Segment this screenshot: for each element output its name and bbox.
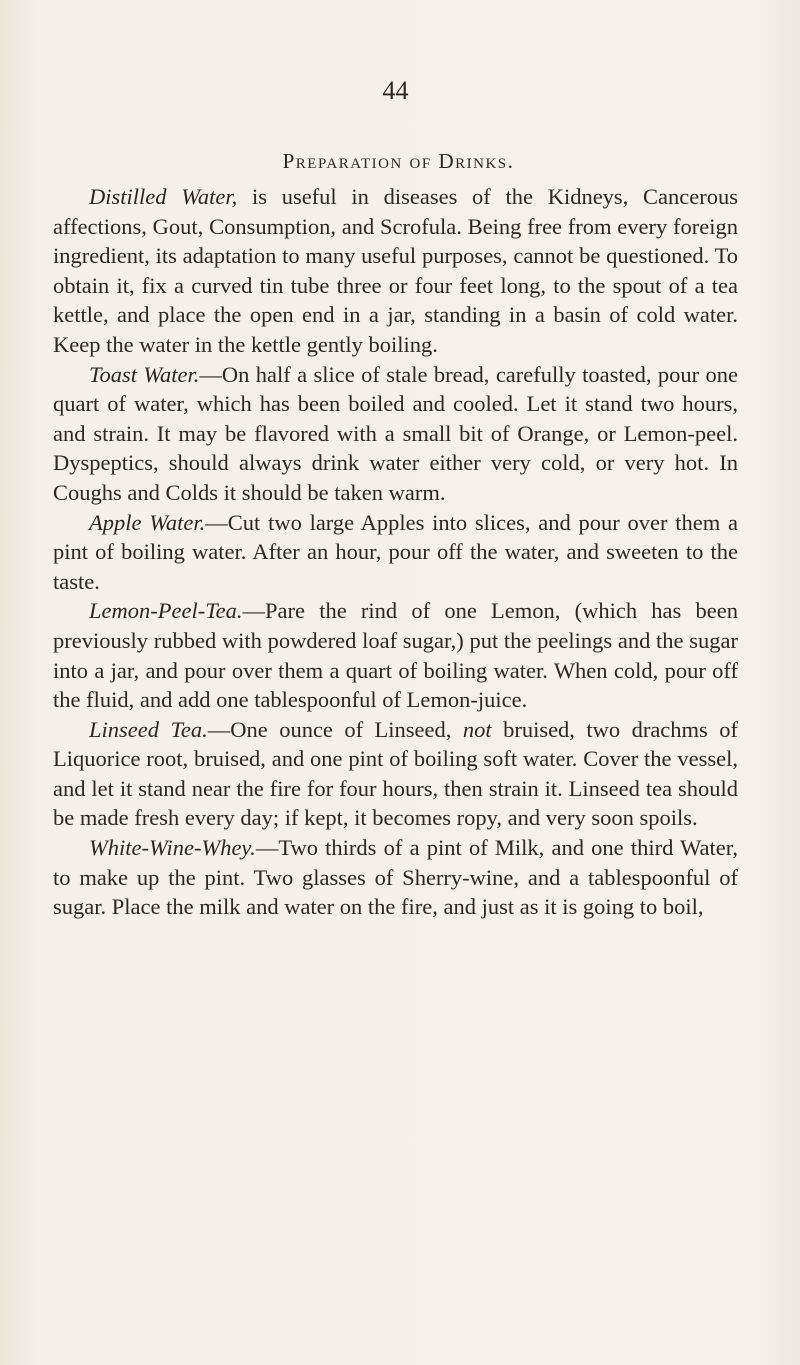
entry-text: —Two thirds of a pint of Milk, and one third Water, to make up the pint. Two glasses of Sherry-wine, and a tablespoonful of sugar. Place the milk and water on the fire, and just as it is going to boil, [53, 835, 738, 920]
emphasis-text: not [462, 716, 492, 742]
entry-title: Lemon-Peel-Tea. [89, 598, 243, 624]
body-text [53, 182, 738, 922]
paragraph-apple-water [53, 508, 738, 597]
paragraph-toast-water [53, 360, 738, 508]
entry-text: —Pare the rind of one Lemon, (which has been previously rubbed with powdered loaf sugar,) put the peelings and the sugar into a jar, and pour over them a quart of boiling water. When cold, pour off the fluid, and add one tablespoonful of Lemon-juice. [53, 598, 738, 713]
paragraph-linseed-tea [53, 715, 738, 833]
entry-text: —On half a slice of stale bread, carefully toasted, pour one quart of water, which has been boiled and cooled. Let it stand two hours, and strain. It may be flavored with a small bit of Orange, or Lemon-peel. Dyspeptics, should always drink water either very cold, or very hot. In Coughs and Colds it should be taken warm. [53, 361, 738, 505]
paragraph-distilled-water [53, 182, 738, 360]
entry-text: is useful in diseases of the Kidneys, Cancerous affections, Gout, Consumption, and Scrofula. Being free from every foreign ingredient, its adaptation to many useful purposes, cannot be questioned. To obtain it, fix a curved tin tube three or four feet long, to the spout of a tea kettle, and place the open end in a jar, standing in a basin of cold water. Keep the water in the kettle gently boiling. [53, 184, 738, 357]
entry-title: White-Wine-Whey. [89, 835, 256, 861]
entry-title: Linseed Tea. [89, 716, 208, 742]
paragraph-white-wine-whey [53, 833, 738, 922]
paragraph-lemon-peel-tea [53, 596, 738, 714]
entry-title: Toast Water. [89, 361, 200, 387]
entry-text: bruised, two drachms of Liquorice root, bruised, and one pint of boiling soft water. Cover the vessel, and let it stand near the fire for four hours, then strain it. Linseed tea should be made fresh every day; if kept, it becomes ropy, and very soon spoils. [53, 716, 738, 831]
entry-text: —Cut two large Apples into slices, and pour over them a pint of boiling water. After an hour, pour off the water, and sweeten to the taste. [53, 509, 738, 594]
entry-text: —One ounce of Linseed, [207, 716, 463, 742]
entry-title: Distilled Water, [89, 184, 238, 209]
page-number: 44 [382, 76, 409, 105]
section-heading: Preparation of Drinks. [282, 149, 515, 173]
entry-title: Apple Water. [89, 509, 206, 535]
